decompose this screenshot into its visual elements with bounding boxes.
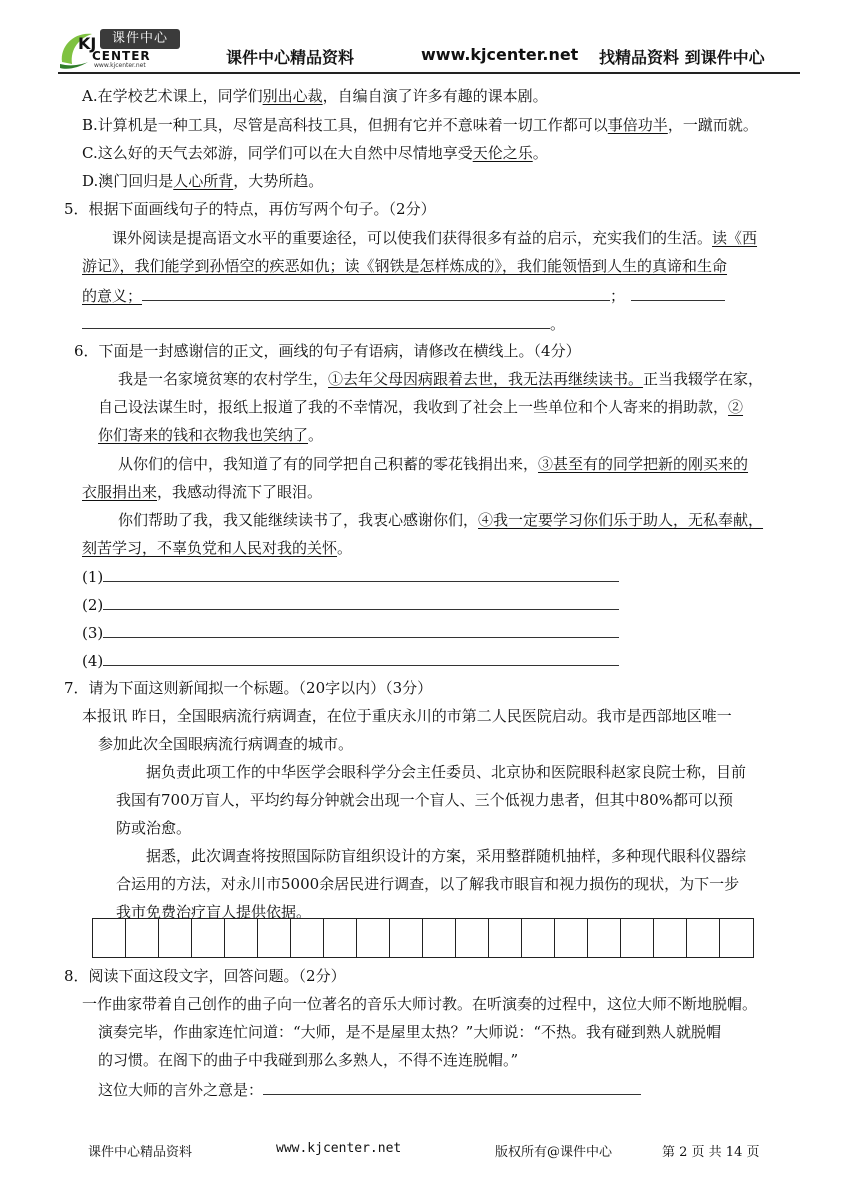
q6-letter-line7: 刻苦学习，不辜负党和人民对我的关怀。 bbox=[82, 539, 353, 557]
logo-url: www.kjcenter.net bbox=[94, 62, 146, 69]
grid-cell[interactable] bbox=[324, 919, 357, 957]
q6-letter-line3: 你们寄来的钱和衣物我也笑纳了。 bbox=[98, 426, 324, 444]
grid-cell[interactable] bbox=[192, 919, 225, 957]
q6-answer-blank[interactable] bbox=[103, 622, 619, 638]
q6-answer-2: (2) bbox=[82, 594, 619, 615]
grid-cell[interactable] bbox=[291, 919, 324, 957]
grid-cell[interactable] bbox=[720, 919, 753, 957]
grid-cell[interactable] bbox=[555, 919, 588, 957]
q6-letter-line4: 从你们的信中，我知道了有的同学把自己积蓄的零花钱捐出来，③甚至有的同学把新的刚买来的 bbox=[118, 455, 749, 473]
logo-kj: KJ bbox=[78, 34, 97, 53]
q8-answer-blank[interactable] bbox=[263, 1079, 641, 1095]
logo-center: CENTER bbox=[92, 49, 151, 63]
q7-answer-grid[interactable] bbox=[92, 918, 754, 958]
grid-cell[interactable] bbox=[654, 919, 687, 957]
grid-cell[interactable] bbox=[258, 919, 291, 957]
q4-option-d: D.澳门回归是人心所背，大势所趋。 bbox=[82, 172, 324, 190]
q5-passage-line3: 的意义； ； bbox=[82, 285, 725, 306]
grid-cell[interactable] bbox=[423, 919, 456, 957]
grid-cell[interactable] bbox=[93, 919, 126, 957]
q8-question: 这位大师的言外之意是： bbox=[98, 1079, 641, 1100]
q6-answer-blank[interactable] bbox=[103, 566, 619, 582]
q5-passage-line1: 课外阅读是提高语文水平的重要途径，可以使我们获得很多有益的启示，充实我们的生活。读《西 bbox=[112, 229, 758, 247]
q7-news-line1: 本报讯 昨日，全国眼病流行病调查，在位于重庆永川的市第二人民医院启动。我市是西部地区唯一 bbox=[82, 707, 732, 725]
grid-cell[interactable] bbox=[159, 919, 192, 957]
grid-cell[interactable] bbox=[390, 919, 423, 957]
q4-option-c: C.这么好的天气去郊游，同学们可以在大自然中尽情地享受天伦之乐。 bbox=[82, 144, 548, 162]
q5-answer-blank-1[interactable] bbox=[142, 285, 610, 301]
logo-badge: 课件中心 bbox=[100, 29, 180, 49]
q6-letter-line6: 你们帮助了我，我又能继续读书了，我衷心感谢你们，④我一定要学习你们乐于助人，无私奉献， bbox=[118, 511, 764, 529]
footer-url: www.kjcenter.net bbox=[276, 1141, 402, 1156]
q5-title: 5．根据下面画线句子的特点，再仿写两个句子。（2分） bbox=[64, 200, 436, 218]
page-header bbox=[58, 24, 800, 74]
q7-news-line3: 据负责此项工作的中华医学会眼科学分会主任委员、北京协和医院眼科赵家良院士称，目前 bbox=[146, 763, 747, 781]
q6-answer-1: (1) bbox=[82, 566, 619, 587]
grid-cell[interactable] bbox=[687, 919, 720, 957]
q4-option-b: B.计算机是一种工具，尽管是高科技工具，但拥有它并不意味着一切工作都可以事倍功半，一蹴而就。 bbox=[82, 116, 758, 134]
q8-text-line2: 演奏完毕，作曲家连忙问道：“大师，是不是屋里太热？”大师说：“不热。我有碰到熟人就脱帽 bbox=[98, 1023, 722, 1041]
grid-cell[interactable] bbox=[126, 919, 159, 957]
q6-letter-line1: 我是一名家境贫寒的农村学生，①去年父母因病跟着去世，我无法再继续读书。正当我辍学在家， bbox=[118, 370, 764, 388]
q7-news-line6: 据悉，此次调查将按照国际防盲组织设计的方案，采用整群随机抽样，多种现代眼科仪器综 bbox=[146, 847, 747, 865]
q7-news-line7: 合运用的方法，对永川市5000余居民进行调查，以了解我市眼盲和视力损伤的现状，为下一步 bbox=[116, 875, 740, 893]
q7-title: 7．请为下面这则新闻拟一个标题。（20字以内）（3分） bbox=[64, 679, 433, 697]
grid-cell[interactable] bbox=[357, 919, 390, 957]
q6-answer-blank[interactable] bbox=[103, 594, 619, 610]
q6-title: 6．下面是一封感谢信的正文，画线的句子有语病，请修改在横线上。（4分） bbox=[74, 342, 581, 360]
grid-cell[interactable] bbox=[621, 919, 654, 957]
footer-page-number: 第 2 页 共 14 页 bbox=[662, 1145, 760, 1160]
q5-answer-blank-3[interactable] bbox=[82, 313, 550, 329]
q6-letter-line2: 自己设法谋生时，报纸上报道了我的不幸情况，我收到了社会上一些单位和个人寄来的捐助款，② bbox=[98, 398, 744, 416]
grid-cell[interactable] bbox=[588, 919, 621, 957]
q6-answer-blank[interactable] bbox=[103, 650, 619, 666]
kjcenter-logo bbox=[58, 24, 190, 72]
q7-news-line4: 我国有700万盲人，平均约每分钟就会出现一个盲人、三个低视力患者，但其中80%都可以预 bbox=[116, 791, 733, 809]
q7-news-line2: 参加此次全国眼病流行病调查的城市。 bbox=[98, 735, 354, 753]
grid-cell[interactable] bbox=[522, 919, 555, 957]
q8-title: 8．阅读下面这段文字，回答问题。（2分） bbox=[64, 967, 346, 985]
header-url: www.kjcenter.net bbox=[421, 45, 579, 64]
q5-answer-blank-2[interactable] bbox=[631, 285, 725, 301]
q4-option-a: A.在学校艺术课上，同学们别出心裁，自编自演了许多有趣的课本剧。 bbox=[82, 87, 548, 105]
q6-letter-line5: 衣服捐出来，我感动得流下了眼泪。 bbox=[82, 483, 323, 501]
q6-answer-4: (4) bbox=[82, 650, 619, 671]
q5-passage-line2: 游记》，我们能学到孙悟空的疾恶如仇；读《钢铁是怎样炼成的》，我们能领悟到人生的真谛和生命 bbox=[82, 257, 728, 275]
q8-text-line3: 的习惯。在阁下的曲子中我碰到那么多熟人，不得不连连脱帽。” bbox=[98, 1051, 519, 1069]
q7-news-line5: 防或治愈。 bbox=[116, 819, 192, 837]
grid-cell[interactable] bbox=[456, 919, 489, 957]
q6-answer-3: (3) bbox=[82, 622, 619, 643]
footer-copyright: 版权所有@课件中心 bbox=[495, 1145, 613, 1160]
footer-left: 课件中心精品资料 bbox=[88, 1145, 193, 1160]
q8-text-line1: 一作曲家带着自己创作的曲子向一位著名的音乐大师讨教。在听演奏的过程中，这位大师不断地脱帽。 bbox=[82, 995, 758, 1013]
grid-cell[interactable] bbox=[489, 919, 522, 957]
q5-answer-line: 。 bbox=[82, 313, 565, 334]
grid-cell[interactable] bbox=[225, 919, 258, 957]
header-slogan: 找精品资料 到课件中心 bbox=[599, 48, 765, 67]
header-title: 课件中心精品资料 bbox=[226, 48, 355, 67]
q7-news-line8: 我市免费治疗盲人提供依据。 bbox=[116, 903, 312, 921]
